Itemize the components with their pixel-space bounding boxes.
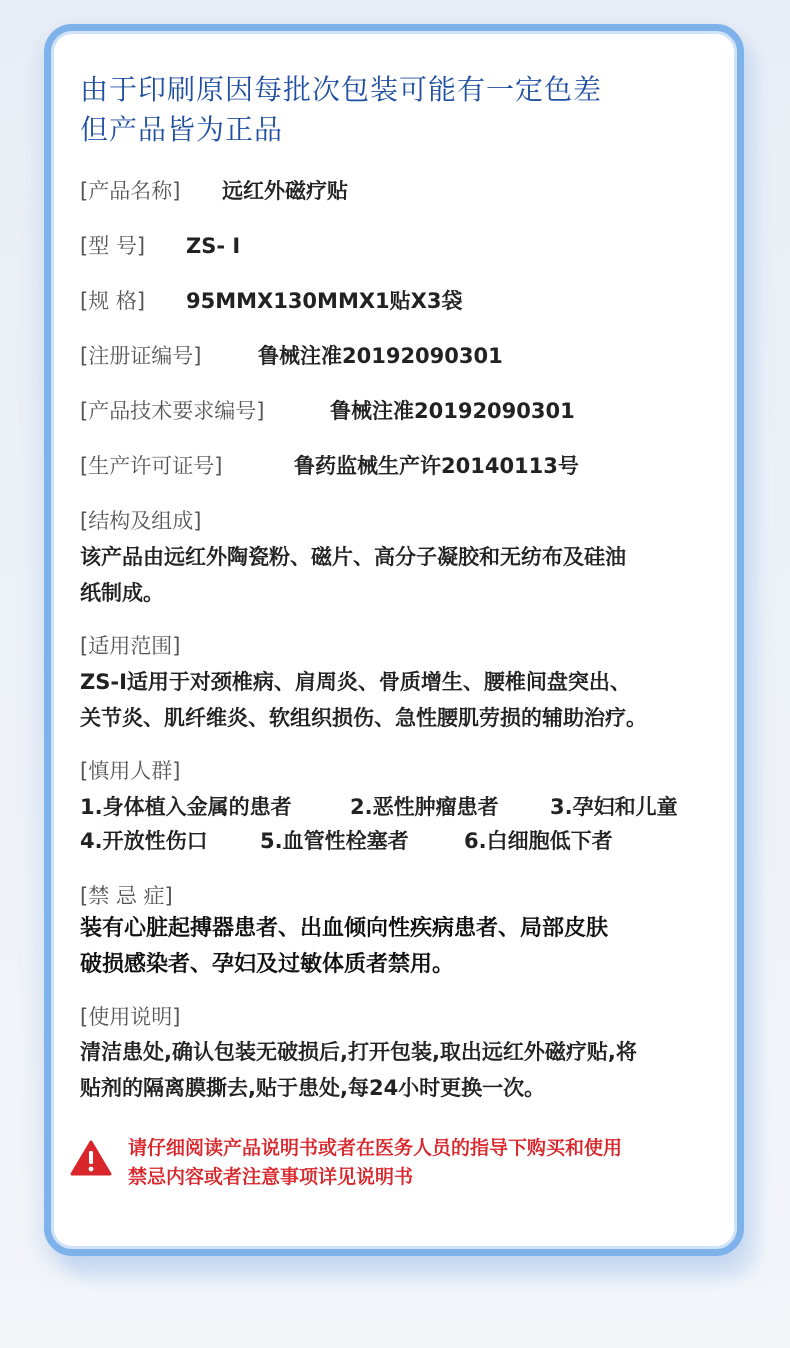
caution-item: 3.孕妇和儿童 (550, 795, 678, 819)
usage-line-1: 清洁患处,确认包装无破损后,打开包装,取出远红外磁疗贴,将 (80, 1040, 637, 1064)
contraindications-line-1: 装有心脏起搏器患者、出血倾向性疾病患者、局部皮肤 (80, 916, 609, 941)
spec-row-model (80, 231, 241, 261)
structure-line-2: 纸制成。 (80, 581, 164, 605)
structure-text (80, 539, 626, 611)
warning-triangle-icon (70, 1140, 112, 1176)
spec-row-size (80, 286, 463, 316)
usage-label: [使用说明] (80, 1005, 181, 1029)
spec-label: [注册证编号] (80, 344, 202, 368)
contraindications-line-2: 破损感染者、孕妇及过敏体质者禁用。 (80, 952, 455, 977)
usage-text (80, 1034, 637, 1106)
spec-value: 远红外磁疗贴 (222, 179, 348, 203)
spec-value: 95MMX130MMX1贴X3袋 (186, 289, 463, 313)
color-notice (80, 70, 602, 150)
spec-label: [型 号] (80, 234, 146, 258)
caution-item: 5.血管性栓塞者 (260, 829, 409, 853)
spec-row-product-name (80, 176, 348, 206)
spec-row-registration (80, 341, 503, 371)
usage-line-2: 贴剂的隔离膜撕去,贴于患处,每24小时更换一次。 (80, 1076, 546, 1100)
scope-text (80, 664, 647, 736)
scope-label: [适用范围] (80, 634, 181, 658)
spec-label: [产品技术要求编号] (80, 399, 265, 423)
spec-label: [产品名称] (80, 179, 181, 203)
contraindications-label: [禁 忌 症] (80, 884, 173, 908)
warning-line-1: 请仔细阅读产品说明书或者在医务人员的指导下购买和使用 (128, 1137, 623, 1159)
caution-item: 4.开放性伤口 (80, 829, 208, 853)
spec-label: [规 格] (80, 289, 146, 313)
spec-row-tech-requirement (80, 396, 575, 426)
caution-label: [慎用人群] (80, 759, 181, 783)
spec-value: 鲁械注准20192090301 (330, 399, 575, 423)
contraindications-text (80, 911, 608, 983)
warning-text (128, 1134, 622, 1192)
spec-value: 鲁药监械生产许20140113号 (294, 454, 579, 478)
scope-line-1: ZS-I适用于对颈椎病、肩周炎、骨质增生、腰椎间盘突出、 (80, 670, 631, 694)
warning-line-2: 禁忌内容或者注意事项详见说明书 (128, 1166, 414, 1188)
spec-row-production-license (80, 451, 579, 481)
structure-line-1: 该产品由远红外陶瓷粉、磁片、高分子凝胶和无纺布及硅油 (80, 545, 626, 569)
notice-line-1: 由于印刷原因每批次包装可能有一定色差 (80, 73, 603, 106)
structure-label: [结构及组成] (80, 509, 202, 533)
spec-value: ZS- I (186, 234, 241, 258)
caution-item: 2.恶性肿瘤患者 (350, 795, 499, 819)
notice-line-2: 但产品皆为正品 (80, 113, 284, 146)
spec-value: 鲁械注准20192090301 (258, 344, 503, 368)
caution-item: 6.白细胞低下者 (464, 829, 613, 853)
caution-item: 1.身体植入金属的患者 (80, 795, 292, 819)
spec-label: [生产许可证号] (80, 454, 223, 478)
scope-line-2: 关节炎、肌纤维炎、软组织损伤、急性腰肌劳损的辅助治疗。 (80, 706, 647, 730)
